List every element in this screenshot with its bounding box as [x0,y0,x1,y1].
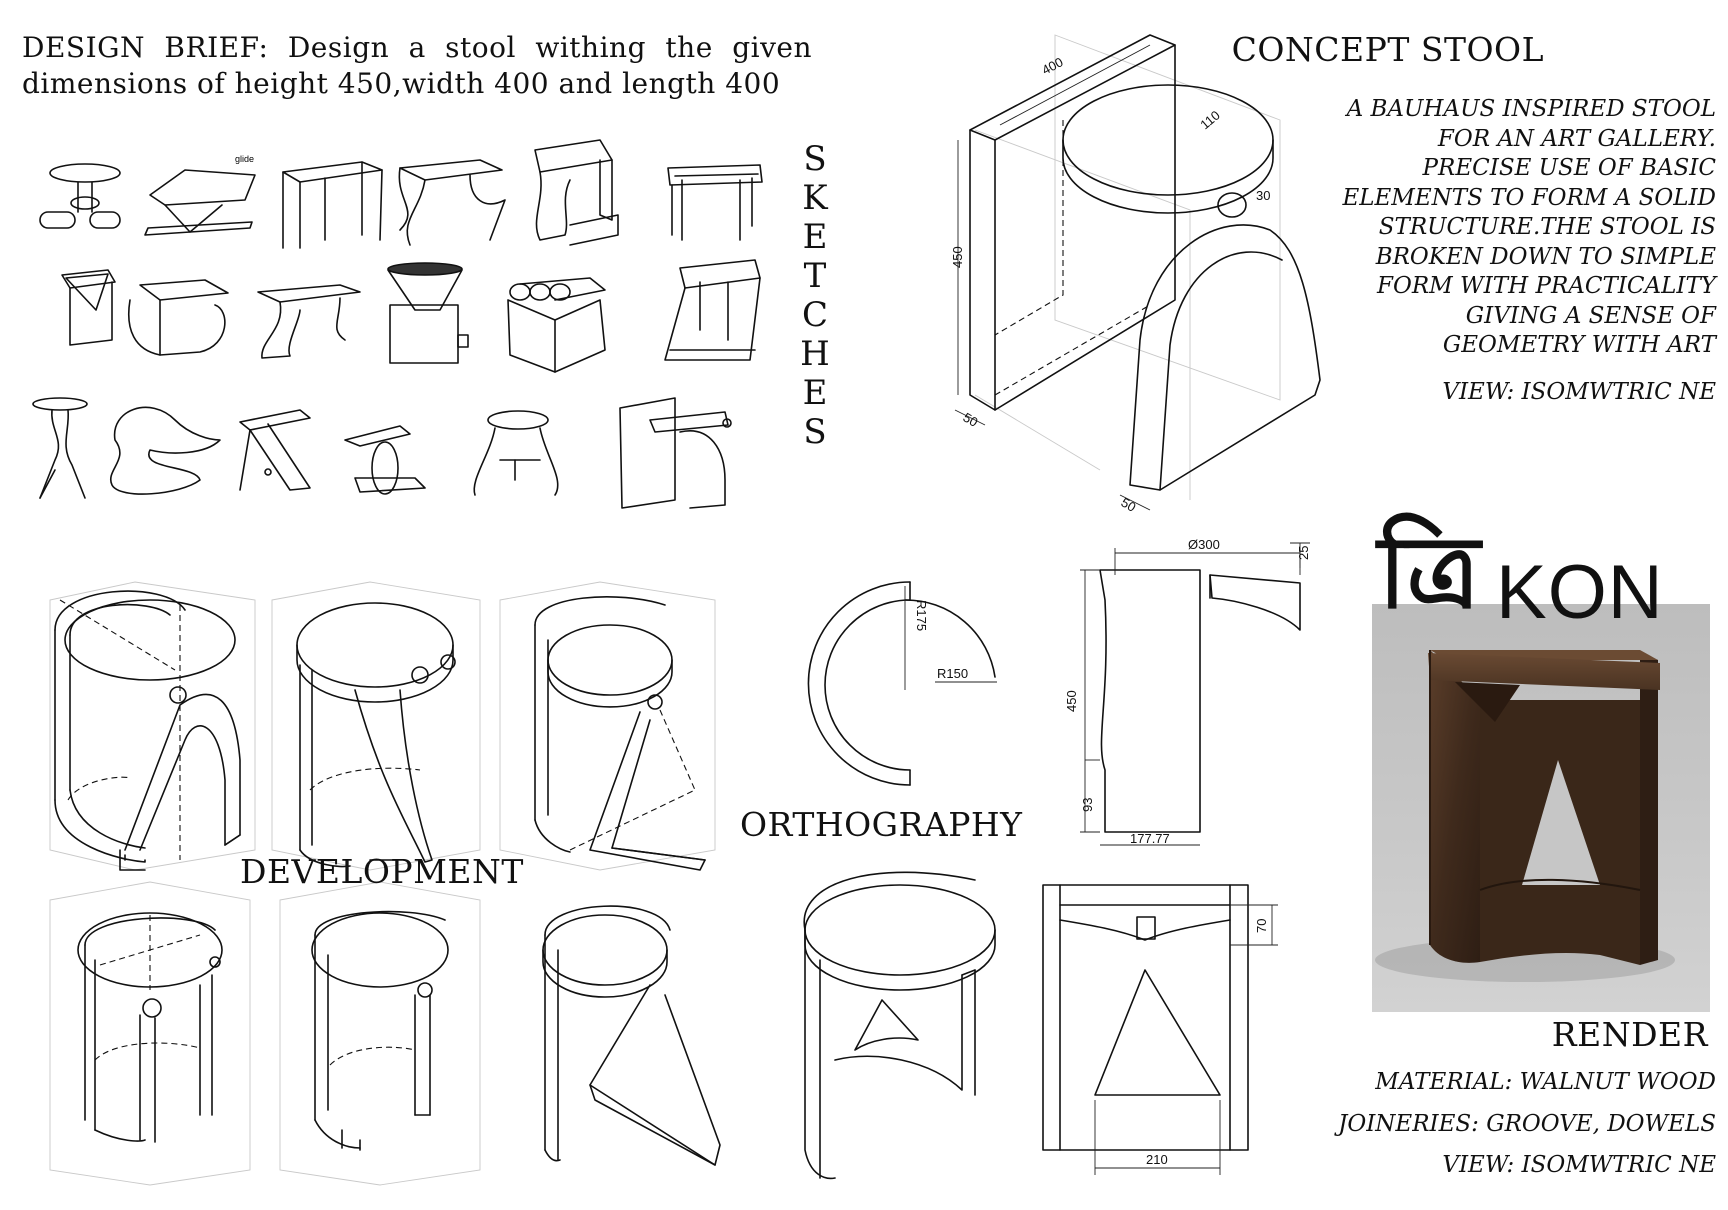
ortho-side-view [1100,570,1300,832]
sketch-6 [668,165,762,240]
ortho-dim-r175: R175 [914,600,929,632]
sketches-letter: T [803,256,827,296]
sketch-1 [40,164,120,228]
dev-stool-4 [78,913,222,1142]
sketch-5 [535,140,618,245]
concept-line: GIVING A SENSE OF [1465,302,1716,329]
sketch-15 [240,410,310,490]
ortho-dim-210: 210 [1146,1152,1168,1167]
iso-dim-450: 450 [950,246,965,268]
iso-dim-30: 30 [1256,188,1271,203]
concept-view: VIEW: ISOMWTRIC NE [1442,379,1716,405]
development-label: DEVELOPMENT [240,852,524,891]
ortho-front-view [1043,885,1248,1150]
design-brief: DESIGN BRIEF: Design a stool withing the given dimensions of height 450,width 400 and length 400 [22,31,812,100]
ortho-dim-dia300: Ø300 [1188,537,1220,552]
sketches-letter: E [802,217,828,257]
concept-line: BROKEN DOWN TO SIMPLE [1375,243,1716,270]
concept-line: FORM WITH PRACTICALITY [1377,273,1716,299]
ortho-dim-r150: R150 [937,666,969,681]
sketches-letter: E [802,373,828,413]
ortho-dim-25: 25 [1296,545,1311,560]
dev-stool-1 [55,591,240,870]
concept-line: STRUCTURE.THE STOOL IS [1378,214,1716,240]
concept-line: A BAUHAUS INSPIRED STOOL [1346,96,1716,122]
dev-stool-5 [312,912,448,1150]
logo-latin: KON [1496,550,1664,635]
sketches-letter: S [803,412,827,452]
sketch-13 [33,398,87,498]
orthography-label: ORTHOGRAPHY [740,805,1023,844]
render-background [1372,604,1710,1012]
iso-dim-50a: 50 [960,409,981,430]
ortho-dim-70: 70 [1254,918,1269,933]
concept-line: PRECISE USE OF BASIC [1422,155,1716,181]
sketch-note: glide [235,154,255,164]
concept-line: ELEMENTS TO FORM A SOLID [1342,184,1716,211]
sketch-7 [62,270,115,345]
sketch-4 [399,160,505,245]
iso-dim-400: 400 [1039,54,1066,78]
dev-stool-6 [543,906,720,1165]
dev-stool-2 [297,603,455,867]
ortho-dim-17777: 177.77 [1130,831,1170,846]
render-material: MATERIAL: WALNUT WOOD [1375,1069,1716,1095]
iso-dim-50b: 50 [1118,494,1139,515]
concept-title: CONCEPT STOOL [1231,30,1544,69]
render-joineries: JOINERIES: GROOVE, DOWELS [1338,1111,1716,1137]
sketch-11 [508,278,605,372]
ortho-dim-93: 93 [1080,797,1095,812]
ortho-dim-450: 450 [1064,690,1079,712]
sketch-10 [388,263,468,363]
sketches-letter: C [801,295,828,335]
iso-dim-110: 110 [1197,107,1223,133]
concept-line: FOR AN ART GALLERY. [1437,125,1716,152]
sketch-9 [258,285,360,358]
sketch-8 [129,280,228,355]
render-view: VIEW: ISOMWTRIC NE [1442,1152,1716,1178]
sketch-18 [620,398,731,508]
sketch-12 [665,260,760,360]
sketch-2 [145,170,255,235]
render-label: RENDER [1551,1015,1708,1054]
concept-description [1296,95,1716,361]
dev-stool-3 [535,597,705,870]
sketches-label [800,140,830,452]
ortho-top-view [808,582,995,785]
sketches-letter: S [803,139,827,179]
sketch-16 [345,426,425,494]
sketch-3 [283,162,382,248]
sketches-letter: H [800,334,830,374]
sketches-letter: K [802,178,828,218]
ortho-iso-view [804,872,995,1178]
concept-line: GEOMETRY WITH ART [1442,332,1716,358]
sketch-17 [474,411,558,495]
sketch-14 [111,407,220,494]
logo-glyph: ত্রি [1378,517,1481,629]
